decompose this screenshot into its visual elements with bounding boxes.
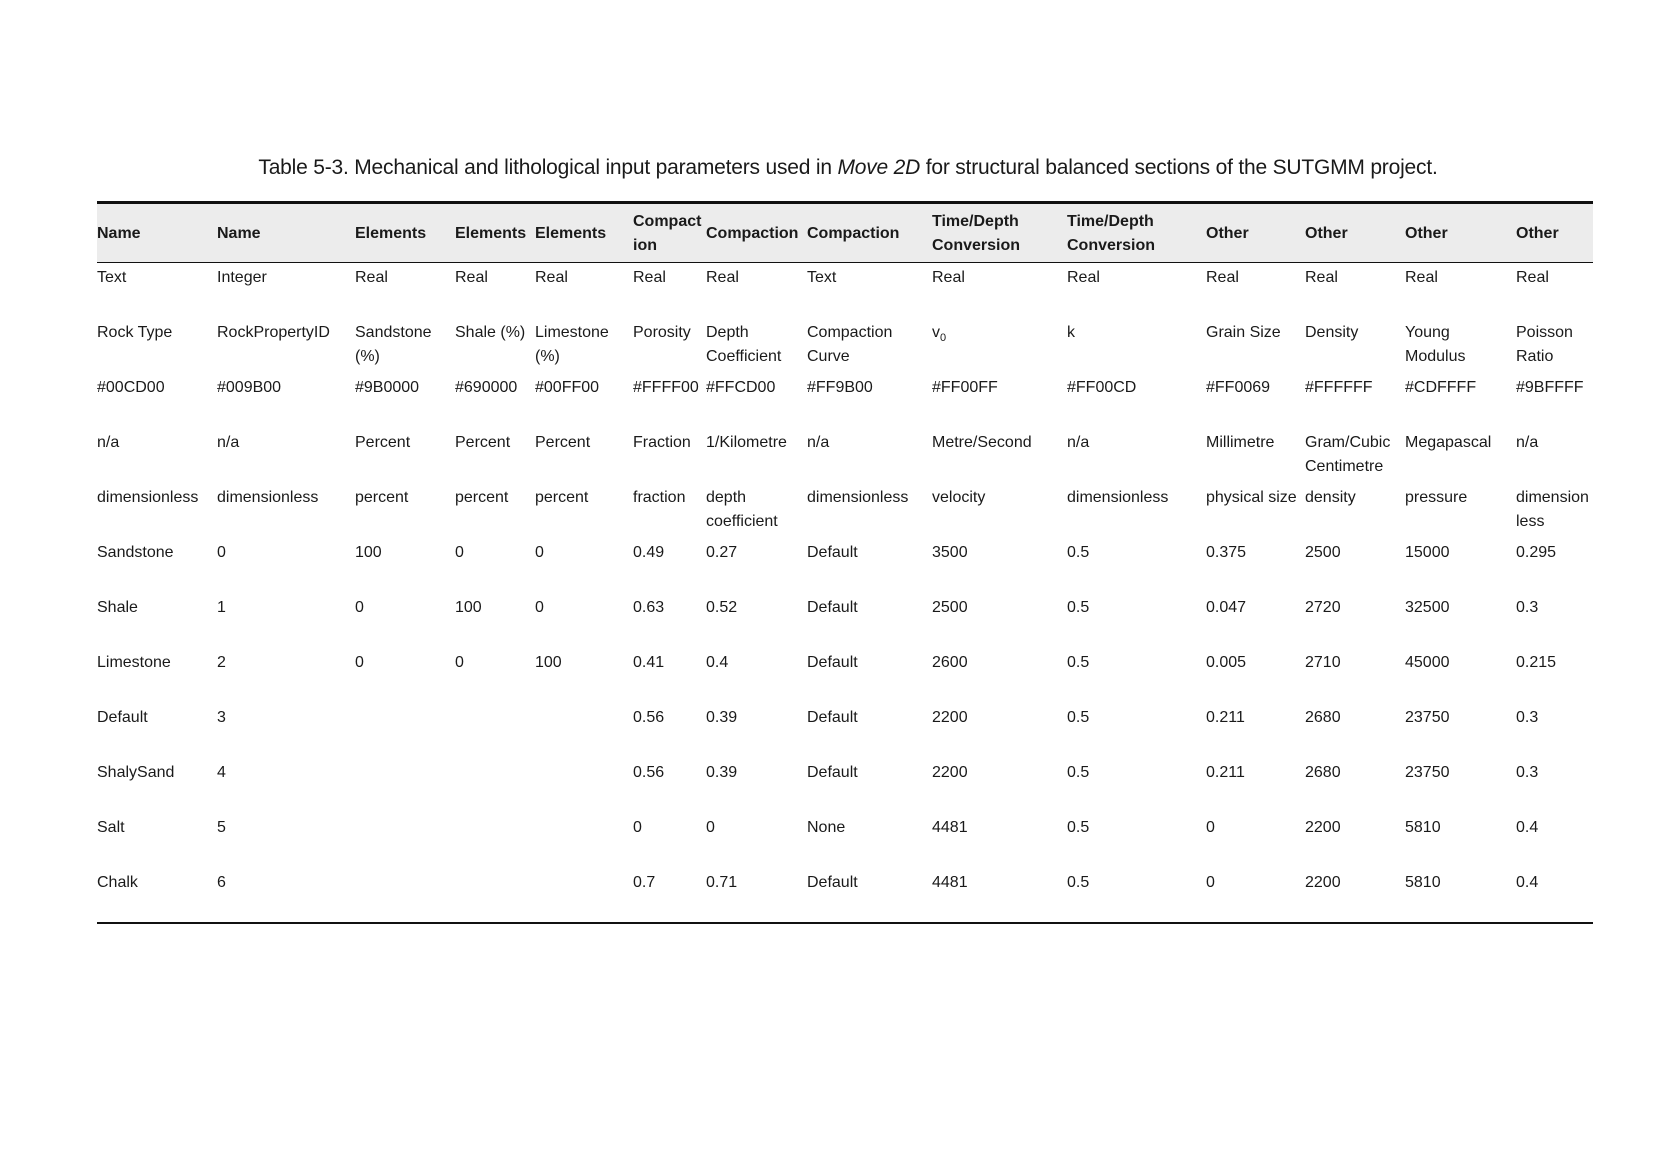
table-cell: 0.5: [1067, 653, 1090, 671]
table-cell: depth coefficient: [706, 488, 778, 530]
table-cell: 0.375: [1206, 543, 1247, 561]
table-cell: [355, 703, 455, 758]
table-cell: 2680: [1305, 708, 1341, 726]
table-cell: 0.39: [706, 763, 738, 781]
table-cell: 2500: [932, 598, 968, 616]
table-cell: density: [1305, 488, 1356, 506]
table-cell: 0.52: [706, 598, 738, 616]
table-cell: Fraction: [633, 433, 691, 451]
table-cell: Shale: [97, 598, 138, 616]
table-cell: 1/Kilometre: [706, 433, 787, 451]
table-cell: n/a: [97, 433, 120, 451]
table-caption: [98, 156, 1598, 180]
dimension-row: [97, 483, 1593, 538]
table-cell: Compaction Curve: [807, 323, 893, 365]
table-cell: Real: [1206, 269, 1239, 286]
table-cell: 1: [217, 598, 226, 616]
table-cell: percent: [455, 488, 509, 506]
table-row-shale: [97, 593, 1593, 648]
table-row-chalk: [97, 868, 1593, 923]
color-code-row: [97, 373, 1593, 428]
column-header: Elements: [535, 225, 607, 242]
table-cell: 0.047: [1206, 598, 1247, 616]
table-cell: 0.215: [1516, 653, 1557, 671]
table-cell: [455, 758, 535, 813]
column-header: Time/Depth Conversion: [1067, 213, 1156, 254]
table-cell: 2: [217, 653, 226, 671]
table-cell: Real: [455, 269, 488, 286]
column-header: Compact ion: [633, 213, 702, 254]
table-cell: #CDFFFF: [1405, 378, 1477, 396]
table-cell: [535, 868, 633, 923]
table-cell: 0.5: [1067, 818, 1090, 836]
table-cell: fraction: [633, 488, 686, 506]
table-cell: 0.41: [633, 653, 665, 671]
table-cell: Text: [807, 269, 837, 286]
table-cell: RockPropertyID: [217, 323, 330, 341]
table-cell: 5810: [1405, 873, 1441, 891]
table-cell: 0.5: [1067, 598, 1090, 616]
data-type-row: [97, 263, 1593, 318]
table-cell: Porosity: [633, 323, 691, 341]
table-cell: 0.3: [1516, 598, 1539, 616]
table-cell: #9BFFFF: [1516, 378, 1584, 396]
table-cell: Real: [1516, 269, 1549, 286]
table-cell: percent: [355, 488, 409, 506]
table-cell: Real: [932, 269, 965, 286]
table-cell: n/a: [1067, 433, 1090, 451]
table-cell: #FFFFFF: [1305, 378, 1373, 396]
table-cell: 4481: [932, 873, 968, 891]
table-cell: #009B00: [217, 378, 282, 396]
table-cell: 0: [1206, 818, 1215, 836]
table-row-shalysand: [97, 758, 1593, 813]
table-cell: 4481: [932, 818, 968, 836]
table-cell: Default: [807, 763, 858, 781]
table-cell: 0: [455, 543, 464, 561]
table-cell: 0: [535, 543, 544, 561]
table-cell: Default: [807, 873, 858, 891]
table-cell: 0.56: [633, 708, 665, 726]
table-cell: [535, 813, 633, 868]
table-cell: dimensionless: [807, 488, 909, 506]
table-cell: Real: [706, 269, 739, 286]
table-cell: 4: [217, 763, 226, 781]
table-cell: [355, 868, 455, 923]
table-cell: 0.27: [706, 543, 738, 561]
table-cell: [355, 813, 455, 868]
table-cell: Shale (%): [455, 323, 526, 341]
table-cell: 100: [455, 598, 482, 616]
table-cell: 0.5: [1067, 543, 1090, 561]
table-cell: 0.39: [706, 708, 738, 726]
table-cell: Default: [807, 598, 858, 616]
table-cell: 0.5: [1067, 708, 1090, 726]
table-cell: 6: [217, 873, 226, 891]
table-cell: n/a: [1516, 433, 1539, 451]
caption-software-name: Move 2D: [837, 156, 921, 179]
caption-suffix: for structural balanced sections of the SUTGMM project.: [920, 156, 1438, 179]
table-cell: None: [807, 818, 846, 836]
table-cell: 23750: [1405, 708, 1450, 726]
table-cell: #00CD00: [97, 378, 165, 396]
table-cell: 100: [535, 653, 562, 671]
table-cell: Real: [1067, 269, 1100, 286]
table-cell: 2200: [932, 763, 968, 781]
table-cell: Megapascal: [1405, 433, 1492, 451]
table-cell: #00FF00: [535, 378, 600, 396]
table-cell: 2720: [1305, 598, 1341, 616]
table-cell: 3500: [932, 543, 968, 561]
table-cell: 0.295: [1516, 543, 1557, 561]
table-cell: Rock Type: [97, 323, 173, 341]
table-cell: 15000: [1405, 543, 1450, 561]
column-header: Name: [217, 225, 261, 242]
table-cell: Real: [355, 269, 388, 286]
column-header: Name: [97, 225, 141, 242]
table-cell: 0.005: [1206, 653, 1247, 671]
table-cell: 5810: [1405, 818, 1441, 836]
table-cell: 5: [217, 818, 226, 836]
table-cell: 0.3: [1516, 708, 1539, 726]
table-cell-velocity-symbol: [932, 318, 1067, 373]
table-cell: 0.49: [633, 543, 665, 561]
table-row-limestone: [97, 648, 1593, 703]
column-header: Other: [1405, 225, 1448, 242]
table-cell: Real: [1405, 269, 1438, 286]
table-cell: 45000: [1405, 653, 1450, 671]
table-cell: Limestone (%): [535, 323, 609, 365]
table-cell: 0.7: [633, 873, 656, 891]
table-cell: velocity: [932, 488, 986, 506]
table-cell: dimensionless: [1067, 488, 1169, 506]
table-row-default: [97, 703, 1593, 758]
table-cell: Chalk: [97, 873, 138, 891]
table-cell: k: [1067, 323, 1075, 341]
table-cell: 0: [1206, 873, 1215, 891]
table-cell: Millimetre: [1206, 433, 1275, 451]
table-cell: 0: [706, 818, 715, 836]
table-cell: Percent: [355, 433, 411, 451]
table-cell: 0.4: [706, 653, 729, 671]
table-cell: dimensionless: [97, 488, 199, 506]
table-cell: Density: [1305, 323, 1359, 341]
table-cell: #690000: [455, 378, 518, 396]
column-header: Elements: [455, 225, 527, 242]
column-header: Other: [1516, 225, 1559, 242]
table-cell: Metre/Second: [932, 433, 1032, 451]
table-cell: Limestone: [97, 653, 171, 671]
table-cell: 0.211: [1206, 763, 1245, 781]
table-cell: 0: [355, 598, 364, 616]
table-cell: Real: [633, 269, 666, 286]
table-cell: Default: [807, 708, 858, 726]
table-cell: Sandstone (%): [355, 323, 432, 365]
table-cell: Young Modulus: [1405, 323, 1466, 365]
column-header: Other: [1305, 225, 1348, 242]
table-cell: 23750: [1405, 763, 1450, 781]
table-cell: dimension less: [1516, 488, 1589, 530]
column-header: Other: [1206, 225, 1249, 242]
table-cell: Poisson Ratio: [1516, 323, 1573, 365]
table-cell: 0.5: [1067, 763, 1090, 781]
table-cell: 0.71: [706, 873, 738, 891]
table-cell: Depth Coefficient: [706, 323, 782, 365]
table-cell: Default: [807, 543, 858, 561]
table-cell: 32500: [1405, 598, 1450, 616]
table-cell: 2500: [1305, 543, 1341, 561]
table-cell: Default: [97, 708, 148, 726]
table-cell: 2600: [932, 653, 968, 671]
table-cell: [455, 868, 535, 923]
table-cell: 0: [535, 598, 544, 616]
table-cell: Percent: [535, 433, 591, 451]
table-row-salt: [97, 813, 1593, 868]
caption-prefix: Table 5-3. Mechanical and lithological input parameters used in: [258, 156, 838, 179]
table-cell: [455, 703, 535, 758]
table-cell: #FFFF00: [633, 378, 699, 396]
table-cell: Real: [1305, 269, 1338, 286]
table-cell: 0.56: [633, 763, 665, 781]
table-cell: Real: [535, 269, 568, 286]
table-cell: percent: [535, 488, 589, 506]
table-cell: Salt: [97, 818, 125, 836]
table-cell: 100: [355, 543, 382, 561]
table-cell: 0.211: [1206, 708, 1245, 726]
table-cell: Default: [807, 653, 858, 671]
table-cell: #FFCD00: [706, 378, 776, 396]
table-cell: 0.4: [1516, 873, 1539, 891]
table-cell: physical size: [1206, 488, 1297, 506]
column-header: Compaction: [807, 225, 900, 242]
table-cell: 2200: [932, 708, 968, 726]
table-cell: 0.63: [633, 598, 665, 616]
table-cell: Grain Size: [1206, 323, 1281, 341]
table-cell: 0: [217, 543, 226, 561]
table-cell: 2200: [1305, 873, 1341, 891]
velocity-symbol: v: [932, 323, 940, 341]
table-cell: #9B0000: [355, 378, 420, 396]
table-cell: #FF00CD: [1067, 378, 1137, 396]
table-cell: #FF9B00: [807, 378, 873, 396]
table-cell: 2680: [1305, 763, 1341, 781]
header-row: [97, 203, 1593, 263]
table-cell: ShalySand: [97, 763, 175, 781]
table-cell: Percent: [455, 433, 511, 451]
unit-row: [97, 428, 1593, 483]
table-cell: n/a: [807, 433, 830, 451]
table-cell: Integer: [217, 269, 267, 286]
table-cell: 0.3: [1516, 763, 1539, 781]
property-name-row: [97, 318, 1593, 373]
table-cell: 0: [355, 653, 364, 671]
table-cell: #FF0069: [1206, 378, 1271, 396]
table-cell: [455, 813, 535, 868]
table-cell: 2710: [1305, 653, 1341, 671]
table-cell: 0: [633, 818, 642, 836]
table-cell: 3: [217, 708, 226, 726]
column-header: Time/Depth Conversion: [932, 213, 1021, 254]
table-cell: 0.4: [1516, 818, 1539, 836]
table-cell: dimensionless: [217, 488, 319, 506]
table-cell: [535, 758, 633, 813]
column-header: Elements: [355, 225, 427, 242]
table-row-sandstone: [97, 538, 1593, 593]
parameters-table: [97, 201, 1593, 924]
velocity-subscript: 0: [940, 331, 947, 344]
table-cell: Gram/Cubic Centimetre: [1305, 433, 1391, 475]
table-cell: #FF00FF: [932, 378, 998, 396]
table-cell: pressure: [1405, 488, 1468, 506]
table-cell: 0.5: [1067, 873, 1090, 891]
table-cell: n/a: [217, 433, 240, 451]
table-cell: Text: [97, 269, 127, 286]
column-header: Compaction: [706, 225, 799, 242]
table-cell: [535, 703, 633, 758]
table-cell: Sandstone: [97, 543, 174, 561]
table-cell: 0: [455, 653, 464, 671]
table-cell: 2200: [1305, 818, 1341, 836]
table-cell: [355, 758, 455, 813]
